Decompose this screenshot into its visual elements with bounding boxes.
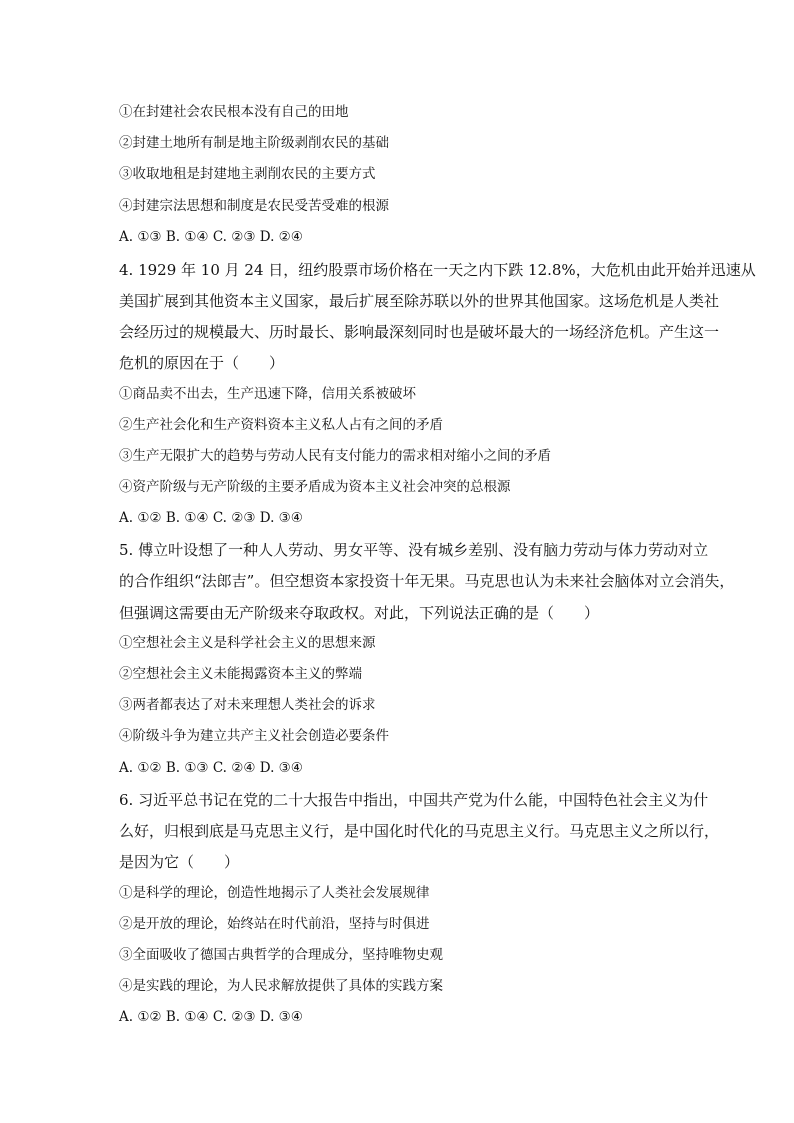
q4-option-4: ④资产阶级与无产阶级的主要矛盾成为资本主义社会冲突的总根源 [119,479,511,495]
q5-stem-line-2: 的合作组织“法郎吉”。但空想资本家投资十年无果。马克思也认为未来社会脑体对立会消失， [119,572,735,590]
q4-stem-line-4: 危机的原因在于（ ） [119,354,285,372]
q6-option-1: ①是科学的理论，创造性地揭示了人类社会发展规律 [119,885,430,901]
q5-option-3: ③两者都表达了对未来理想人类社会的诉求 [119,697,376,713]
q4-answer-choices: A. ①② B. ①④ C. ②③ D. ③④ [119,510,303,526]
q6-stem-line-1: 6. 习近平总书记在党的二十大报告中指出，中国共产党为什么能，中国特色社会主义为什 [119,791,709,809]
q5-option-2: ②空想社会主义未能揭露资本主义的弊端 [119,666,362,682]
q4-option-3: ③生产无限扩大的趋势与劳动人民有支付能力的需求相对缩小之间的矛盾 [119,448,551,464]
q5-option-4: ④阶级斗争为建立共产主义社会创造必要条件 [119,728,389,744]
q4-option-1: ①商品卖不出去，生产迅速下降，信用关系被破坏 [119,386,416,402]
q3-option-2: ②封建土地所有制是地主阶级剥削农民的基础 [119,135,389,151]
q5-stem-line-3: 但强调这需要由无产阶级来夺取政权。对此，下列说法正确的是（ ） [119,604,600,622]
q6-stem-line-2: 么好，归根到底是马克思主义行，是中国化时代化的马克思主义行。马克思主义之所以行， [119,822,720,840]
q6-stem-line-3: 是因为它（ ） [119,853,240,871]
q4-stem-line-1: 4. 1929 年 10 月 24 日，纽约股票市场价格在一天之内下跌 12.8%，大危机由此开始并迅速从 [119,261,756,279]
q3-answer-choices: A. ①③ B. ①④ C. ②③ D. ②④ [119,229,303,245]
q4-stem-line-3: 会经历过的规模最大、历时最长、影响最深刻同时也是破坏最大的一场经济危机。产生这一 [119,323,720,341]
q6-answer-choices: A. ①② B. ①④ C. ②③ D. ③④ [119,1009,303,1025]
q3-option-4: ④封建宗法思想和制度是农民受苦受难的根源 [119,198,389,214]
q6-option-3: ③全面吸收了德国古典哲学的合理成分，坚持唯物史观 [119,947,443,963]
q3-option-3: ③收取地租是封建地主剥削农民的主要方式 [119,166,376,182]
q3-option-1: ①在封建社会农民根本没有自己的田地 [119,104,349,120]
q5-answer-choices: A. ①② B. ①③ C. ②④ D. ③④ [119,760,303,776]
q4-option-2: ②生产社会化和生产资料资本主义私人占有之间的矛盾 [119,417,443,433]
q6-option-2: ②是开放的理论，始终站在时代前沿，坚持与时俱进 [119,916,430,932]
q4-stem-line-2: 美国扩展到其他资本主义国家，最后扩展至除苏联以外的世界其他国家。这场危机是人类社 [119,292,720,310]
q6-option-4: ④是实践的理论，为人民求解放提供了具体的实践方案 [119,978,443,994]
q5-stem-line-1: 5. 傅立叶设想了一种人人劳动、男女平等、没有城乡差别、没有脑力劳动与体力劳动对立 [119,541,709,559]
q5-option-1: ①空想社会主义是科学社会主义的思想来源 [119,635,376,651]
